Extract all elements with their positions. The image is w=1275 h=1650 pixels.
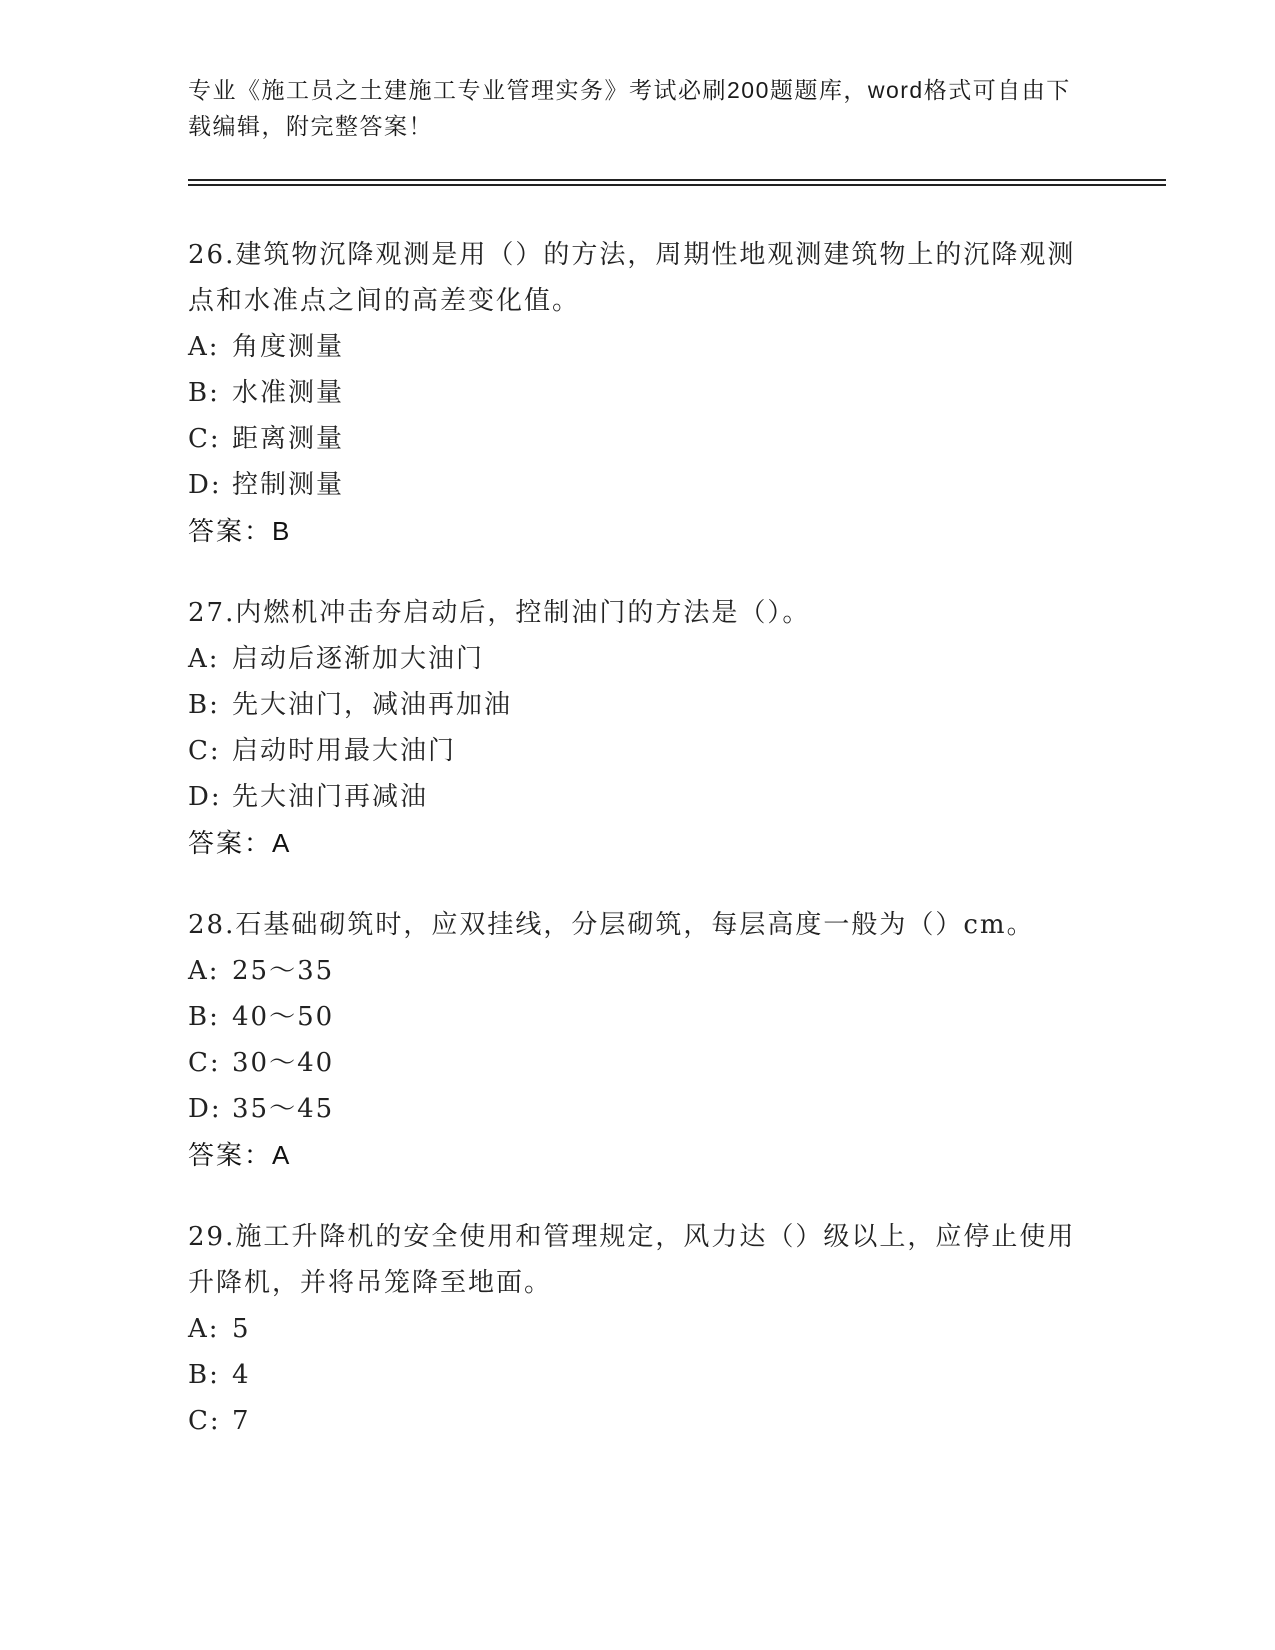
question-26 <box>188 232 1088 554</box>
option-a <box>188 948 1088 994</box>
option-letter: C: <box>188 1406 221 1436</box>
header-divider-bottom <box>188 184 1166 186</box>
answer-label: 答案：B <box>188 516 292 546</box>
option-text: 35～45 <box>232 1094 335 1124</box>
question-stem: 29.施工升降机的安全使用和管理规定，风力达（）级以上，应停止使用升降机，并将吊笼降至地面。 <box>188 1222 1076 1298</box>
option-letter: D: <box>188 470 222 500</box>
option-text: 水准测量 <box>232 378 345 408</box>
option-c <box>188 416 1088 462</box>
option-letter: C: <box>188 736 221 766</box>
option-letter: A: <box>188 956 220 986</box>
option-a <box>188 1306 1088 1352</box>
option-d <box>188 774 1088 820</box>
option-b <box>188 682 1088 728</box>
option-letter: D: <box>188 1094 222 1124</box>
option-c <box>188 728 1088 774</box>
option-letter: A: <box>188 644 220 674</box>
option-text: 7 <box>232 1406 251 1436</box>
question-list <box>188 232 1088 1480</box>
question-stem: 28.石基础砌筑时，应双挂线，分层砌筑，每层高度一般为（）cm。 <box>188 910 1035 940</box>
option-text: 4 <box>232 1360 251 1390</box>
option-text: 控制测量 <box>232 470 345 500</box>
option-b <box>188 370 1088 416</box>
header-divider-top <box>188 179 1166 181</box>
option-text: 5 <box>232 1314 251 1344</box>
option-letter: A: <box>188 332 220 362</box>
option-d <box>188 1086 1088 1132</box>
question-stem: 27.内燃机冲击夯启动后，控制油门的方法是（）。 <box>188 598 811 628</box>
option-b <box>188 1352 1088 1398</box>
option-text: 先大油门再减油 <box>232 782 429 812</box>
option-text: 25～35 <box>232 956 335 986</box>
answer-label: 答案：A <box>188 828 292 858</box>
option-letter: B: <box>188 690 220 720</box>
option-text: 启动后逐渐加大油门 <box>232 644 485 674</box>
option-letter: D: <box>188 782 222 812</box>
question-28 <box>188 902 1088 1178</box>
question-29 <box>188 1214 1088 1444</box>
option-letter: B: <box>188 378 220 408</box>
answer-label: 答案：A <box>188 1140 292 1170</box>
option-a <box>188 324 1088 370</box>
question-stem: 26.建筑物沉降观测是用（）的方法，周期性地观测建筑物上的沉降观测点和水准点之间的高差变化值。 <box>188 240 1076 316</box>
question-27 <box>188 590 1088 866</box>
option-text: 角度测量 <box>232 332 345 362</box>
header-text: 专业《施工员之土建施工专业管理实务》考试必刷200题题库，word格式可自由下载编辑，附完整答案！ <box>188 77 1071 139</box>
option-text: 30～40 <box>232 1048 335 1078</box>
option-letter: B: <box>188 1002 220 1032</box>
option-text: 启动时用最大油门 <box>232 736 457 766</box>
option-a <box>188 636 1088 682</box>
option-letter: B: <box>188 1360 220 1390</box>
document-header <box>188 72 1088 144</box>
option-c <box>188 1040 1088 1086</box>
option-letter: C: <box>188 1048 221 1078</box>
option-letter: C: <box>188 424 221 454</box>
option-b <box>188 994 1088 1040</box>
option-letter: A: <box>188 1314 220 1344</box>
option-text: 40～50 <box>232 1002 335 1032</box>
option-text: 距离测量 <box>232 424 345 454</box>
option-c <box>188 1398 1088 1444</box>
option-d <box>188 462 1088 508</box>
option-text: 先大油门，减油再加油 <box>232 690 513 720</box>
